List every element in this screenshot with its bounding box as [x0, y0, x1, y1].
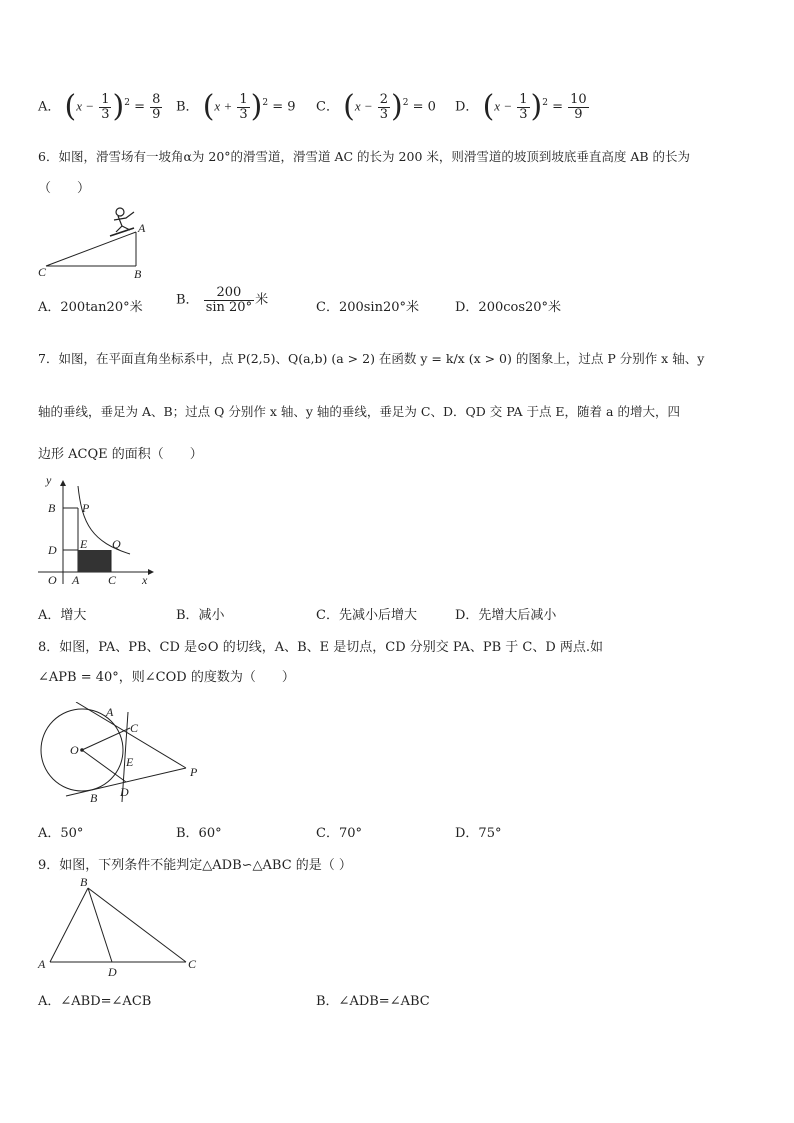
- q7-option-c: C．先减小后增大: [316, 608, 417, 623]
- svg-text:E: E: [126, 755, 134, 769]
- q5-option-b: B． (x + $\frac{1}{3}$ )$^2$ = 9: [176, 89, 296, 124]
- q6-option-a: A．200tan20°米: [38, 300, 143, 315]
- svg-text:D: D: [120, 785, 129, 799]
- svg-text:E: E: [80, 537, 88, 551]
- q6-text: 6．如图，滑雪场有一坡角α为 20°的滑雪道，滑雪道 AC 的长为 200 米，则滑雪道的坡顶到坡底垂直高度 AB 的长为: [38, 149, 691, 164]
- q5-option-d: D． (x − $\frac{1}{3}$ )$^2$ = $\frac{10}{9}$: [455, 89, 587, 124]
- q5-option-a: A． (x − $\frac{1}{3}$ )$^2$ = $\frac{8}{9}$: [38, 89, 161, 124]
- q8-line2: ∠APB = 40°，则∠COD 的度数为（ ）: [38, 670, 295, 685]
- q9-line1: 9．如图，下列条件不能判定△ADB∽△ABC 的是（ ）: [38, 858, 352, 873]
- q8-option-c: C．70°: [316, 826, 362, 841]
- q7-option-b: B．减小: [176, 608, 225, 623]
- q6-figure: [30, 200, 160, 282]
- svg-text:P: P: [190, 765, 198, 779]
- q7-option-a: A．增大: [38, 608, 87, 623]
- svg-text:y: y: [46, 473, 52, 487]
- svg-text:A: A: [72, 573, 80, 587]
- svg-text:D: D: [48, 543, 57, 557]
- q7-line3: 边形 ACQE 的面积（ ）: [38, 447, 203, 462]
- q7-option-d: D．先增大后减小: [455, 608, 557, 623]
- q9-option-b: B．∠ADB=∠ABC: [316, 994, 430, 1009]
- svg-text:x: x: [142, 573, 148, 587]
- svg-text:C: C: [108, 573, 117, 587]
- q6-option-b: B． $\frac{200}{\sin 20^\circ}$ 米: [176, 285, 269, 315]
- shaded-region: [78, 550, 111, 572]
- svg-text:B: B: [48, 501, 56, 515]
- q8-option-a: A．50°: [38, 826, 84, 841]
- q8-line1: 8．如图，PA、PB、CD 是⊙O 的切线，A、B、E 是切点，CD 分别交 PA、PB 于 C、D 两点.如: [38, 640, 604, 655]
- svg-text:C: C: [188, 957, 197, 971]
- q7-line1: 7．如图，在平面直角坐标系中，点 P(2,5)、Q(a,b) (a > 2) 在函数 y = k/x (x > 0) 的图象上，过点 P 分别作 x 轴、y: [38, 351, 705, 366]
- svg-text:C: C: [38, 265, 47, 279]
- svg-text:B: B: [134, 267, 142, 281]
- q9-figure: [30, 874, 210, 980]
- q8-option-d: D．75°: [455, 826, 502, 841]
- q7-figure: [30, 472, 160, 590]
- q6-option-d: D．200cos20°米: [455, 300, 562, 315]
- q8-figure: [36, 702, 216, 808]
- svg-text:A: A: [106, 705, 114, 719]
- skier-icon: [110, 208, 134, 236]
- q6-option-c: C．200sin20°米: [316, 300, 420, 315]
- svg-text:D: D: [108, 965, 117, 979]
- svg-text:A: A: [138, 221, 146, 235]
- svg-text:P: P: [82, 501, 90, 515]
- q6-bracket: （ ）: [38, 181, 91, 196]
- q9-option-a: A．∠ABD=∠ACB: [38, 994, 152, 1009]
- svg-text:O: O: [70, 743, 79, 757]
- svg-text:Q: Q: [112, 537, 121, 551]
- svg-text:A: A: [38, 957, 46, 971]
- svg-text:O: O: [48, 573, 57, 587]
- q5-option-c: C． (x − $\frac{2}{3}$ )$^2$ = 0: [316, 89, 436, 124]
- q7-line2: 轴的垂线，垂足为 A、B；过点 Q 分别作 x 轴、y 轴的垂线，垂足为 C、D．QD 交 PA 于点 E，随着 a 的增大，四: [38, 404, 680, 419]
- q8-option-b: B．60°: [176, 826, 222, 841]
- svg-text:B: B: [80, 875, 88, 889]
- svg-text:B: B: [90, 791, 98, 805]
- svg-text:C: C: [130, 721, 139, 735]
